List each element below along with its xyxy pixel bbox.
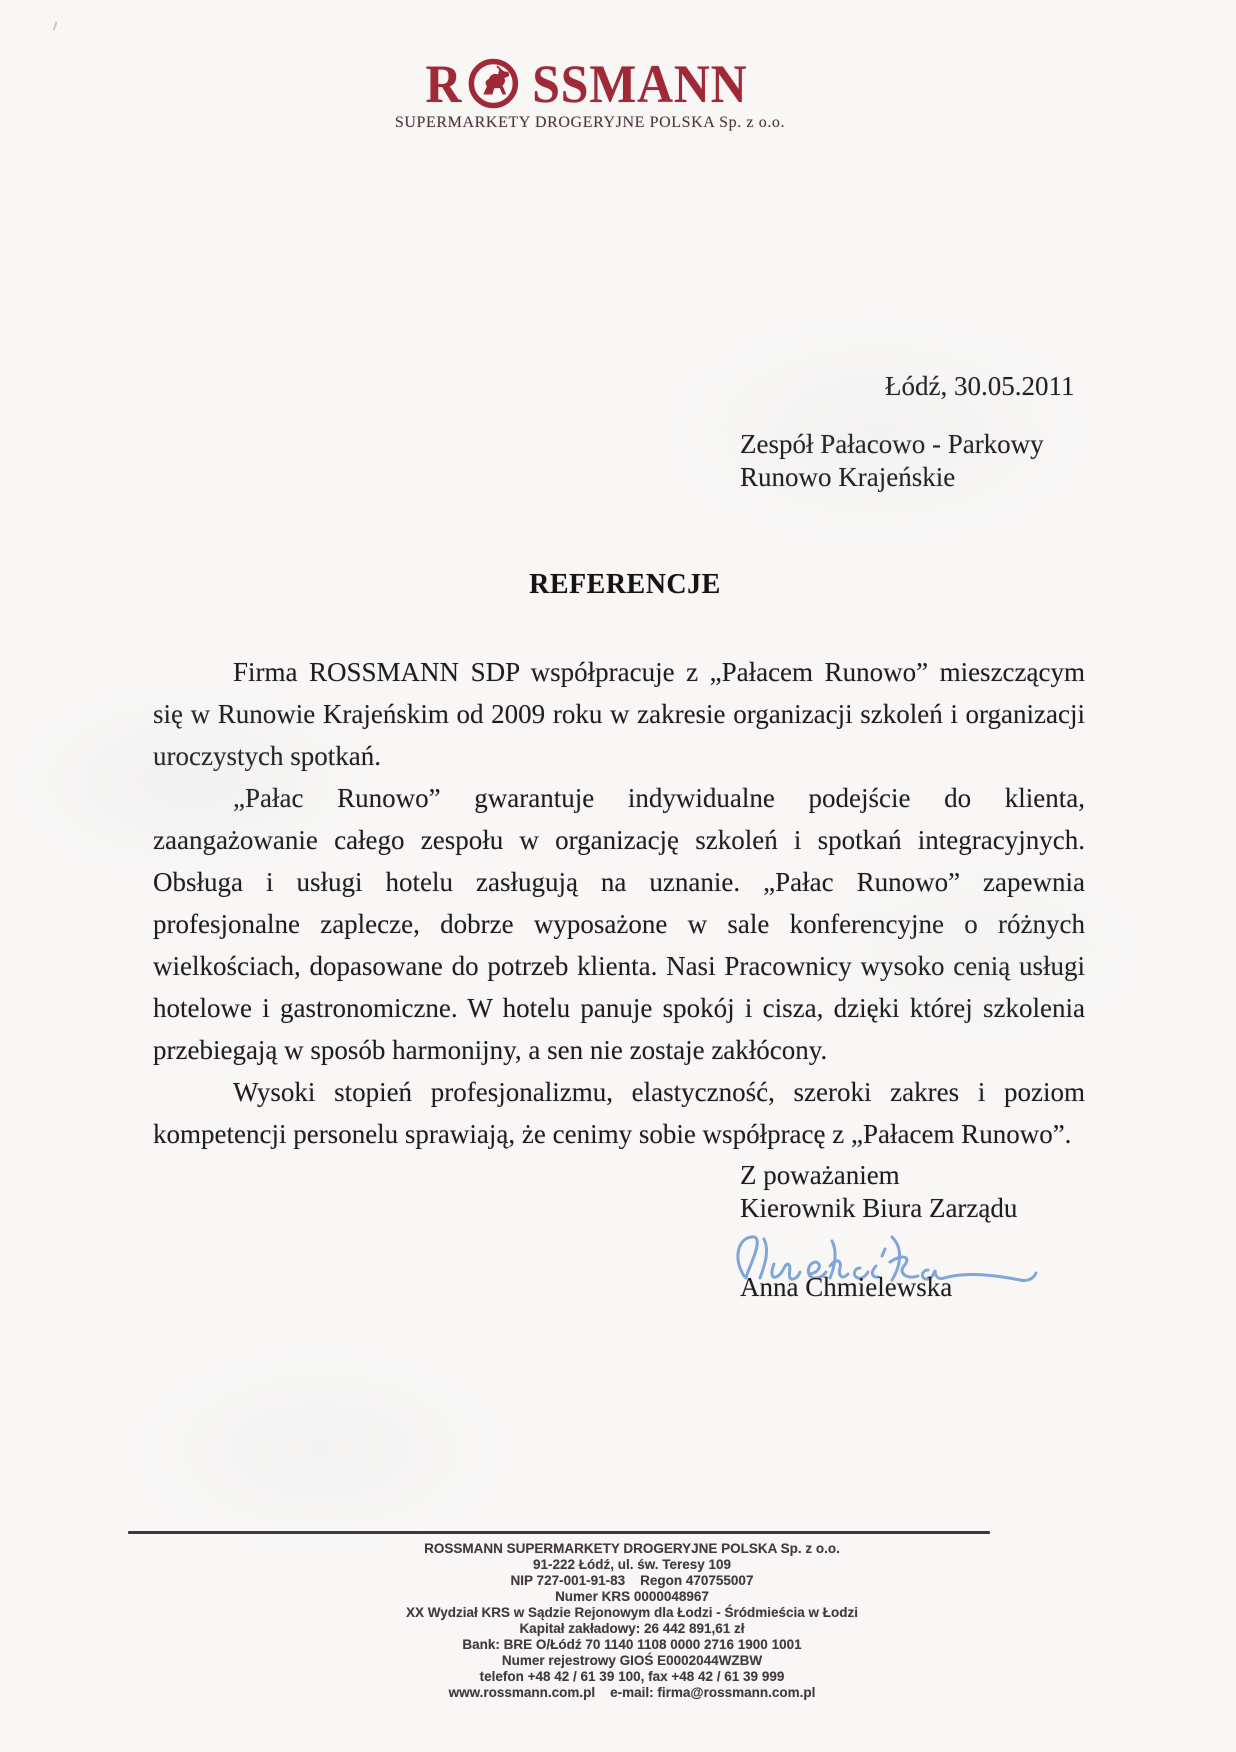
paragraph-1: Firma ROSSMANN SDP współpracuje z „Pałacem Runowo” mieszczącym się w Runowie Krajeńskim od 2009 roku w zakresie organizacji szkoleń i organizacji uroczystych spotkań. <box>153 657 1085 771</box>
signer-role: Kierownik Biura Zarządu <box>740 1193 1018 1223</box>
footer-krs-number: Numer KRS 0000048967 <box>555 1589 709 1604</box>
rossmann-centaur-in-circle-icon <box>465 56 520 111</box>
footer-gios-number: Numer rejestrowy GIOŚ E0002044WZBW <box>501 1653 763 1668</box>
footer-divider <box>128 1531 990 1534</box>
footer-phone-fax: telefon +48 42 / 61 39 100, fax +48 42 / 61 39 999 <box>479 1669 785 1684</box>
logo-letter-r: R <box>425 53 462 114</box>
footer-address: 91-222 Łódź, ul. św. Teresy 109 <box>532 1557 732 1572</box>
signer-name: Anna Chmielewska <box>740 1272 953 1302</box>
recipient-line-1: Zespół Pałacowo - Parkowy <box>740 429 1044 459</box>
footer-share-capital: Kapitał zakładowy: 26 442 891,61 zł <box>519 1621 745 1636</box>
scan-artifact-mark <box>53 22 60 32</box>
paragraph-2: „Pałac Runowo” gwarantuje indywidualne podejście do klienta, zaangażowanie całego zespołu w organizację szkoleń i spotkań integracyjnych. Obsługa i usługi hotelu zasługują na uznanie. „Pałac Runowo” zapewnia profesjonalne zaplecze, dobrze wyposażone w sale konferencyjne o różnych wielkościach, dopasowane do potrzeb klienta. Nasi Pracownicy wysoko cenią usługi hotelowe i gastronomiczne. W hotelu panuje spokój i cisza, dzięki której szkolenia przebiegają w sposób harmonijny, a sen nie zostaje zakłócony. <box>153 783 1085 1065</box>
letterhead <box>394 53 786 132</box>
footer-bank-account: Bank: BRE O/Łódź 70 1140 1108 0000 2716 1900 1001 <box>462 1637 802 1652</box>
page-title: REFERENCJE <box>529 569 721 600</box>
footer-company-name: ROSSMANN SUPERMARKETY DROGERYJNE POLSKA Sp. z o.o. <box>424 1541 840 1556</box>
footer-web-email: www.rossmann.com.pl e-mail: firma@rossmann.com.pl <box>448 1685 816 1700</box>
footer-court-registry: XX Wydział KRS w Sądzie Rejonowym dla Łodzi - Śródmieścia w Łodzi <box>405 1605 859 1620</box>
footer <box>132 1541 1132 1701</box>
logo-letters-ssmann: SSMANN <box>531 53 748 114</box>
paragraph-3: Wysoki stopień profesjonalizmu, elastyczność, szeroki zakres i poziom kompetencji personelu sprawiają, że cenimy sobie współpracę z „Pałacem Runowo”. <box>153 1077 1085 1149</box>
recipient-line-2: Runowo Krajeńskie <box>740 462 956 492</box>
footer-nip-regon: NIP 727-001-91-83 Regon 470755007 <box>510 1573 754 1588</box>
rossmann-logo <box>395 53 785 114</box>
recipient-block <box>740 428 1044 494</box>
dateline: Łódź, 30.05.2011 <box>885 371 1075 401</box>
logo-subtitle: SUPERMARKETY DROGERYJNE POLSKA Sp. z o.o. <box>394 114 786 131</box>
letter-body <box>153 651 1085 1155</box>
signoff-block <box>740 1159 1017 1225</box>
closing-line: Z poważaniem <box>740 1160 900 1190</box>
